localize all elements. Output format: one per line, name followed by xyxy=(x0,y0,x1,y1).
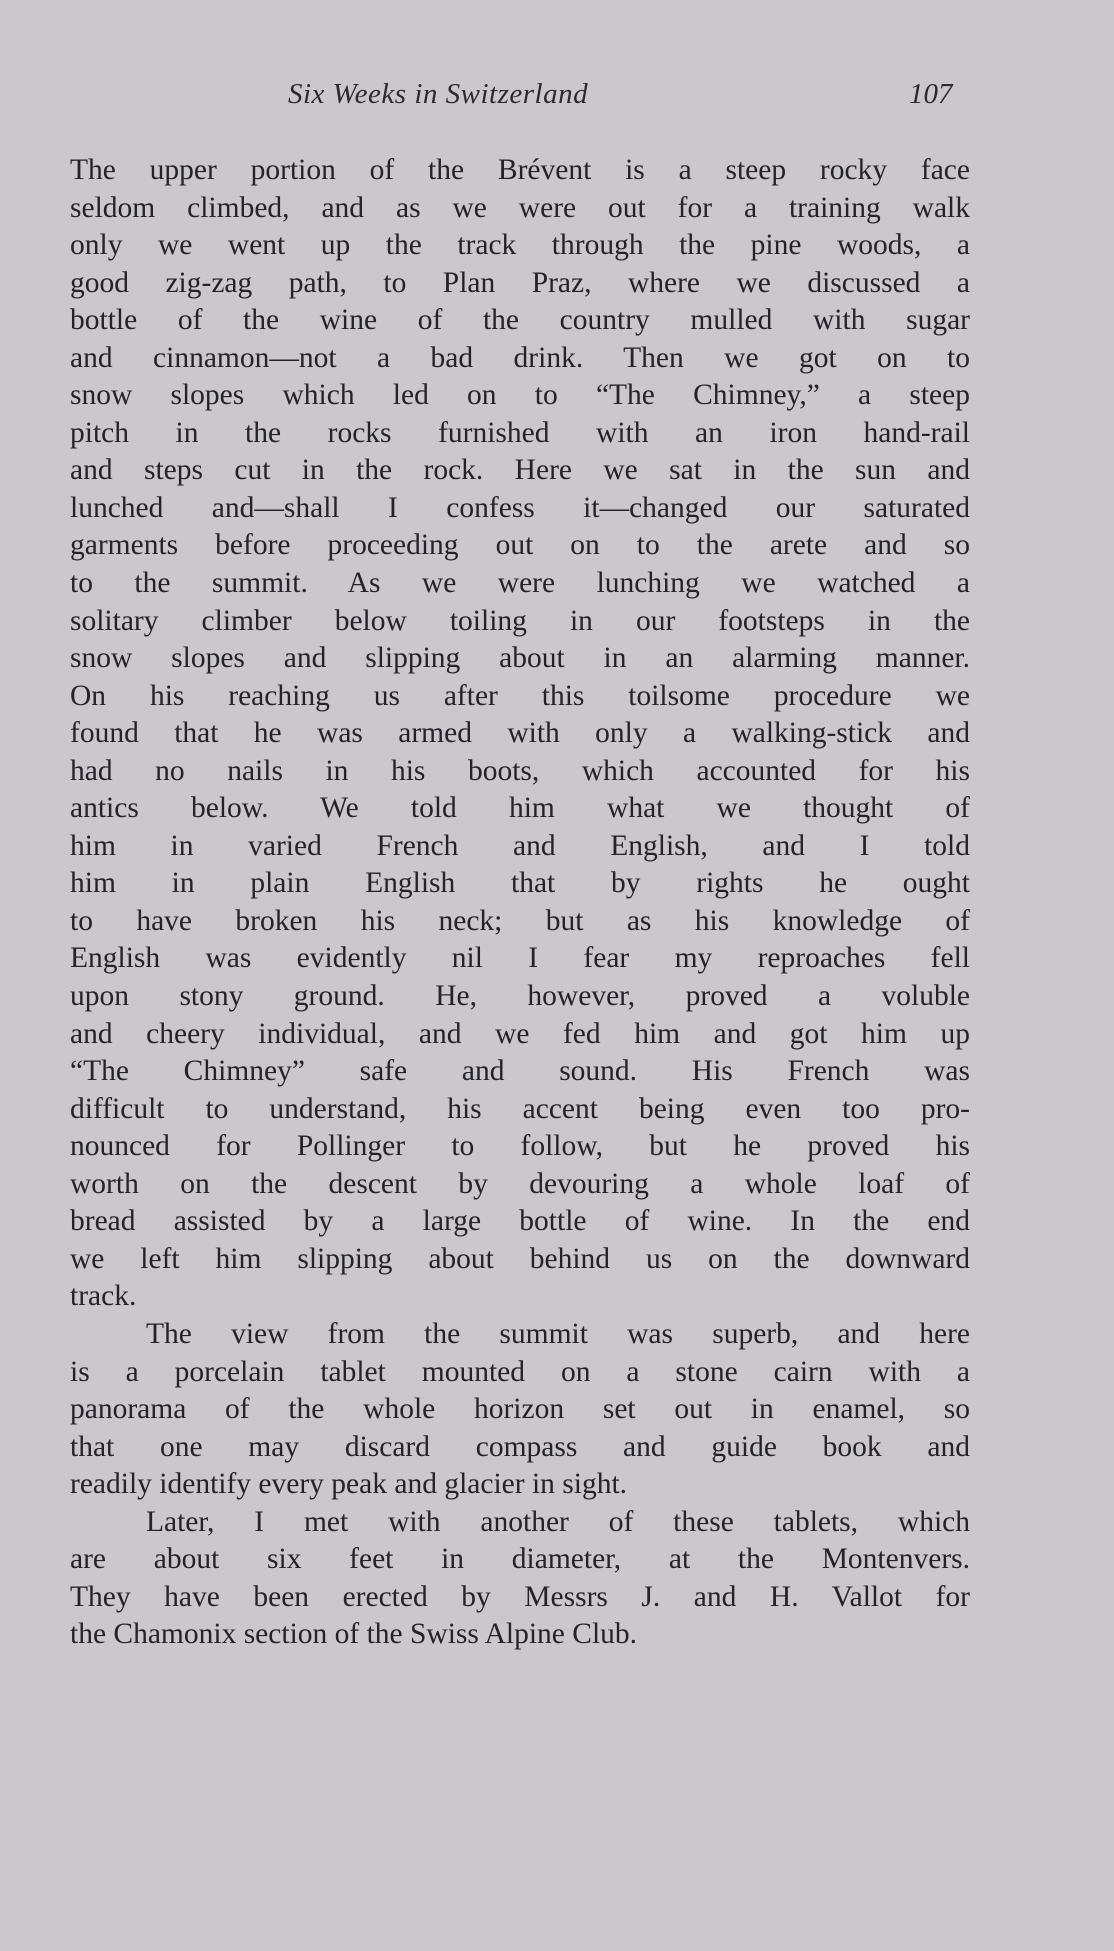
text-line: found that he was armed with only a walking-stick and xyxy=(70,717,970,750)
text-line: had no nails in his boots, which accounted for his xyxy=(70,754,970,787)
text-line: antics below. We told him what we thought of xyxy=(70,792,970,825)
text-line: and cinnamon—not a bad drink. Then we got on to xyxy=(70,341,970,374)
text-line: lunched and—shall I confess it—changed our saturated xyxy=(70,491,970,524)
text-line: nounced for Pollinger to follow, but he proved his xyxy=(70,1130,970,1163)
paragraph-first-line: The view from the summit was superb, and here xyxy=(146,1317,970,1350)
paragraph-first-line: Later, I met with another of these tablets, which xyxy=(146,1505,970,1538)
text-line: solitary climber below toiling in our footsteps in the xyxy=(70,604,970,637)
text-line: English was evidently nil I fear my reproaches fell xyxy=(70,942,970,975)
text-line: pitch in the rocks furnished with an iron hand-rail xyxy=(70,416,970,449)
text-line: him in plain English that by rights he ought xyxy=(70,867,970,900)
text-line: we left him slipping about behind us on the downward xyxy=(70,1242,970,1275)
text-line: him in varied French and English, and I told xyxy=(70,829,970,862)
body-text xyxy=(70,152,970,1654)
text-line: bread assisted by a large bottle of wine. In the end xyxy=(70,1205,970,1238)
text-line: that one may discard compass and guide book and xyxy=(70,1430,970,1463)
text-line: garments before proceeding out on to the arete and so xyxy=(70,529,970,562)
text-line: They have been erected by Messrs J. and H. Vallot for xyxy=(70,1580,970,1613)
text-line: the Chamonix section of the Swiss Alpine Club. xyxy=(70,1618,638,1651)
text-line: and steps cut in the rock. Here we sat in the sun and xyxy=(70,454,970,487)
text-line: snow slopes which led on to “The Chimney,” a steep xyxy=(70,379,970,412)
text-line: The upper portion of the Brévent is a steep rocky face xyxy=(70,154,970,186)
text-line: bottle of the wine of the country mulled with sugar xyxy=(70,304,970,337)
text-line: On his reaching us after this toilsome procedure we xyxy=(70,679,970,712)
text-line: worth on the descent by devouring a whole loaf of xyxy=(70,1167,970,1200)
text-line: snow slopes and slipping about in an alarming manner. xyxy=(70,642,970,675)
text-line: to the summit. As we were lunching we watched a xyxy=(70,567,970,600)
text-line: and cheery individual, and we fed him and got him up xyxy=(70,1017,970,1050)
page-number: 107 xyxy=(909,78,953,110)
running-title: Six Weeks in Switzerland xyxy=(288,78,589,110)
text-line: is a porcelain tablet mounted on a stone cairn with a xyxy=(70,1355,970,1388)
text-line: “The Chimney” safe and sound. His French was xyxy=(70,1055,970,1088)
text-line: only we went up the track through the pine woods, a xyxy=(70,229,970,262)
text-line: are about six feet in diameter, at the Montenvers. xyxy=(70,1543,970,1576)
text-line: readily identify every peak and glacier in sight. xyxy=(70,1468,628,1501)
text-line: difficult to understand, his accent being even too pro- xyxy=(70,1092,970,1125)
text-line: good zig-zag path, to Plan Praz, where we discussed a xyxy=(70,266,970,299)
text-line: to have broken his neck; but as his knowledge of xyxy=(70,904,970,937)
text-line: track. xyxy=(70,1280,137,1313)
text-line: seldom climbed, and as we were out for a training walk xyxy=(70,191,970,224)
text-line: panorama of the whole horizon set out in enamel, so xyxy=(70,1393,970,1426)
text-line: upon stony ground. He, however, proved a voluble xyxy=(70,980,970,1013)
running-head xyxy=(0,78,1114,118)
